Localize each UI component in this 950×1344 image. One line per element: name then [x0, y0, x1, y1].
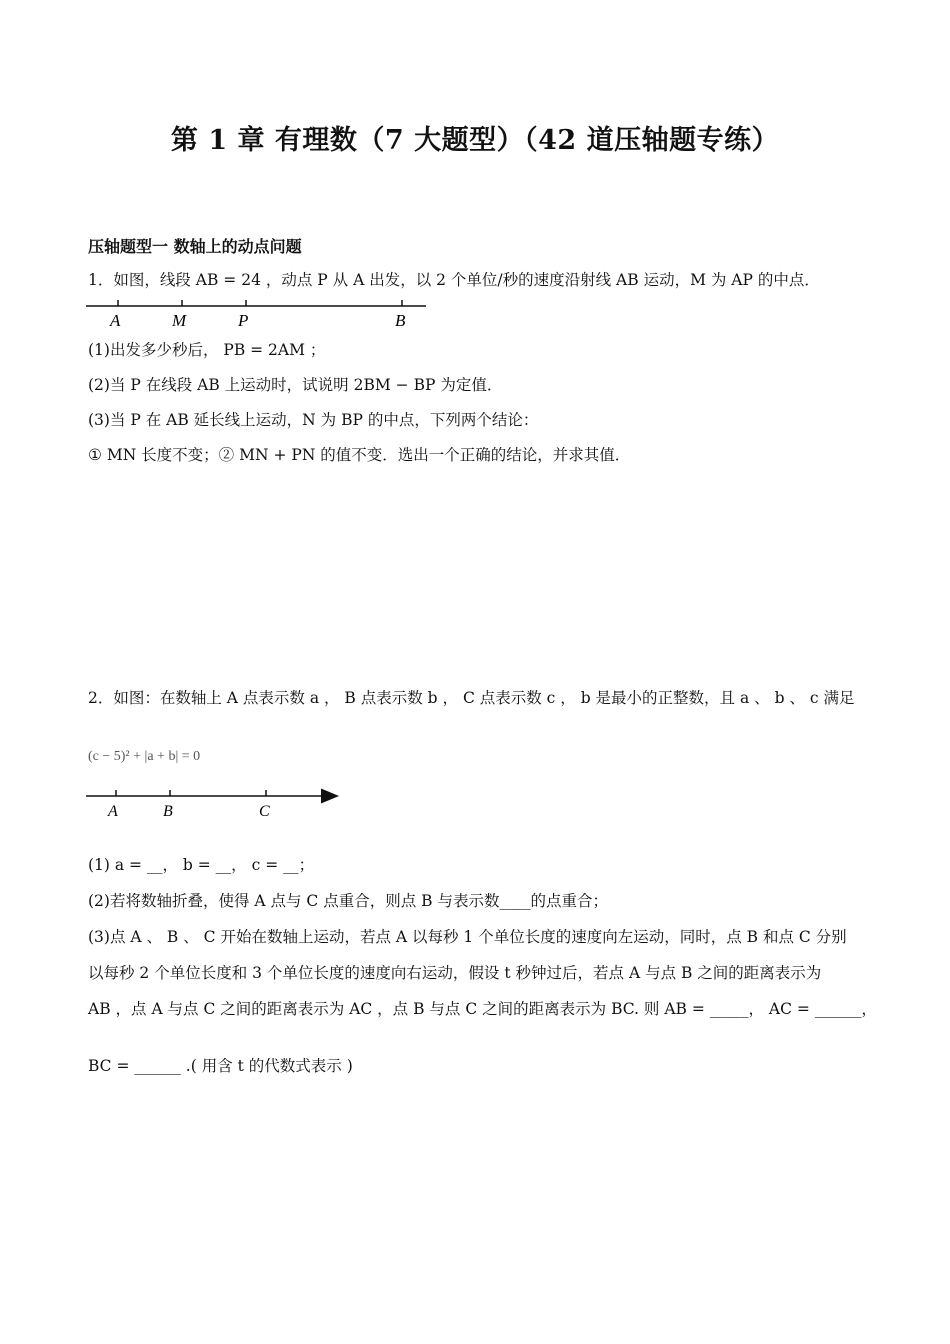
q1-number-line — [86, 296, 431, 332]
label-a: A — [108, 803, 118, 820]
section-heading: 压轴题型一 数轴上的动点问题 — [88, 237, 302, 256]
q2-stem: 2．如图：在数轴上 A 点表示数 a ， B 点表示数 b ， C 点表示数 c ， b 是最小的正整数，且 a 、 b 、 c 满足 — [88, 689, 855, 707]
page-title: 第 1 章 有理数（7 大题型）（42 道压轴题专练） — [170, 125, 780, 156]
q1-part3: (3)当 P 在 AB 延长线上运动，N 为 BP 的中点，下列两个结论： — [88, 411, 539, 429]
q2-equation: (c − 5)² + |a + b| = 0 — [88, 749, 201, 764]
q2-number-line — [86, 786, 348, 822]
label-c: C — [259, 803, 270, 820]
q1-part3-options: ① MN 长度不变；② MN + PN 的值不变．选出一个正确的结论，并求其值． — [88, 446, 631, 464]
q1-stem: 1．如图，线段 AB = 24 ，动点 P 从 A 出发，以 2 个单位/秒的速度沿射线 AB 运动，M 为 AP 的中点． — [88, 271, 820, 289]
label-b: B — [163, 803, 173, 820]
label-m: M — [172, 311, 187, 330]
q2-part3-line2: 以每秒 2 个单位长度和 3 个单位长度的速度向右运动，假设 t 秒钟过后，若点 A 与点 B 之间的距离表示为 — [88, 964, 822, 982]
label-a: A — [110, 311, 121, 330]
q2-part1: (1) a = __， b = __， c = __； — [88, 856, 315, 874]
q2-part3-line3: AB ，点 A 与点 C 之间的距离表示为 AC ，点 B 与点 C 之间的距离表示为 BC. 则 AB = _____， AC = ______， — [88, 1000, 877, 1018]
q2-part3-line4: BC = ______ .( 用含 t 的代数式表示 ) — [88, 1057, 353, 1075]
q1-part2: (2)当 P 在线段 AB 上运动时，试说明 2BM − BP 为定值． — [88, 376, 503, 394]
q1-part1: (1)出发多少秒后， PB = 2AM ； — [88, 341, 326, 359]
q2-part2: (2)若将数轴折叠，使得 A 点与 C 点重合，则点 B 与表示数____的点重合； — [88, 892, 608, 910]
q2-part3-line1: (3)点 A 、 B 、 C 开始在数轴上运动，若点 A 以每秒 1 个单位长度的速度向左运动，同时，点 B 和点 C 分别 — [88, 928, 847, 946]
label-p: P — [238, 311, 249, 330]
label-b: B — [395, 311, 406, 330]
